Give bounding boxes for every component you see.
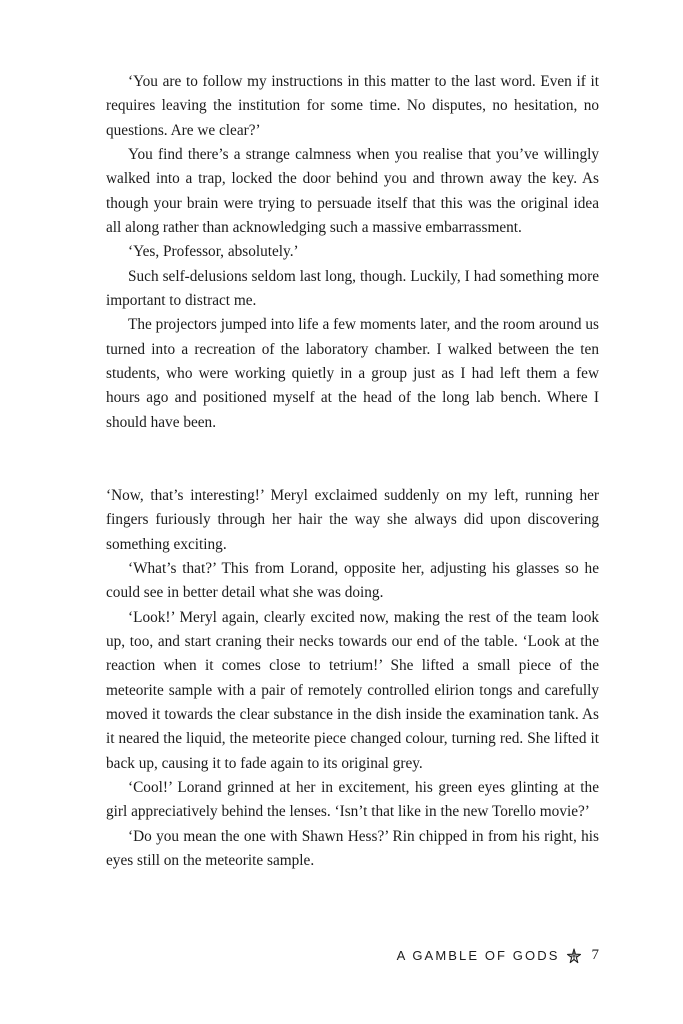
paragraph: ‘Cool!’ Lorand grinned at her in excitement, his green eyes glinting at the girl appreciatively behind the lenses. ‘Isn’t that like in the new Torello movie?’ [106, 778, 599, 821]
paragraph: ‘You are to follow my instructions in this matter to the last word. Even if it requires leaving the institution for some time. No disputes, no hesitation, no questions. Are we clear?’ [106, 73, 599, 139]
paragraph: You find there’s a strange calmness when you realise that you’ve willingly walked into a trap, locked the door behind you and thrown away the key. As though your brain were trying to persuade itself that this was the original idea all along rather than acknowledging such a massive embarrassment. [106, 146, 599, 237]
section-after-break [106, 484, 599, 874]
section-before-break [106, 70, 599, 435]
paragraph: Such self-delusions seldom last long, though. Luckily, I had something more important to distract me. [106, 267, 599, 310]
paragraph: The projectors jumped into life a few moments later, and the room around us turned into a recreation of the laboratory chamber. I walked between the ten students, who were working quietly in a group just as I had left them a few hours ago and positioned myself at the head of the long lab bench. Where I should have been. [106, 316, 599, 431]
paragraph: ‘Look!’ Meryl again, clearly excited now, making the rest of the team look up, too, and start craning their necks towards our end of the table. ‘Look at the reaction when it comes close to tetrium!’ She lifted a small piece of the meteorite sample with a pair of remotely controlled elirion tongs and carefully moved it towards the clear substance in the dish inside the examination tank. As it neared the liquid, the meteorite piece changed colour, turning red. She lifted it back up, causing it to fade again to its original grey. [106, 608, 599, 772]
paragraph: ‘Now, that’s interesting!’ Meryl exclaimed suddenly on my left, running her fingers furiously through her hair the way she always did upon discovering something exciting. [106, 486, 599, 553]
paragraph: ‘Do you mean the one with Shawn Hess?’ Rin chipped in from his right, his eyes still on the meteorite sample. [106, 827, 599, 869]
page-number: 7 [591, 947, 599, 963]
page-body [106, 70, 599, 873]
paragraph: ‘Yes, Professor, absolutely.’ [128, 243, 299, 261]
running-title: A GAMBLE OF GODS [396, 948, 560, 963]
star-ornament-icon [566, 948, 582, 964]
paragraph: ‘What’s that?’ This from Lorand, opposite her, adjusting his glasses so he could see in better detail what she was doing. [106, 559, 599, 602]
section-break [106, 435, 599, 484]
page-footer [397, 947, 599, 964]
